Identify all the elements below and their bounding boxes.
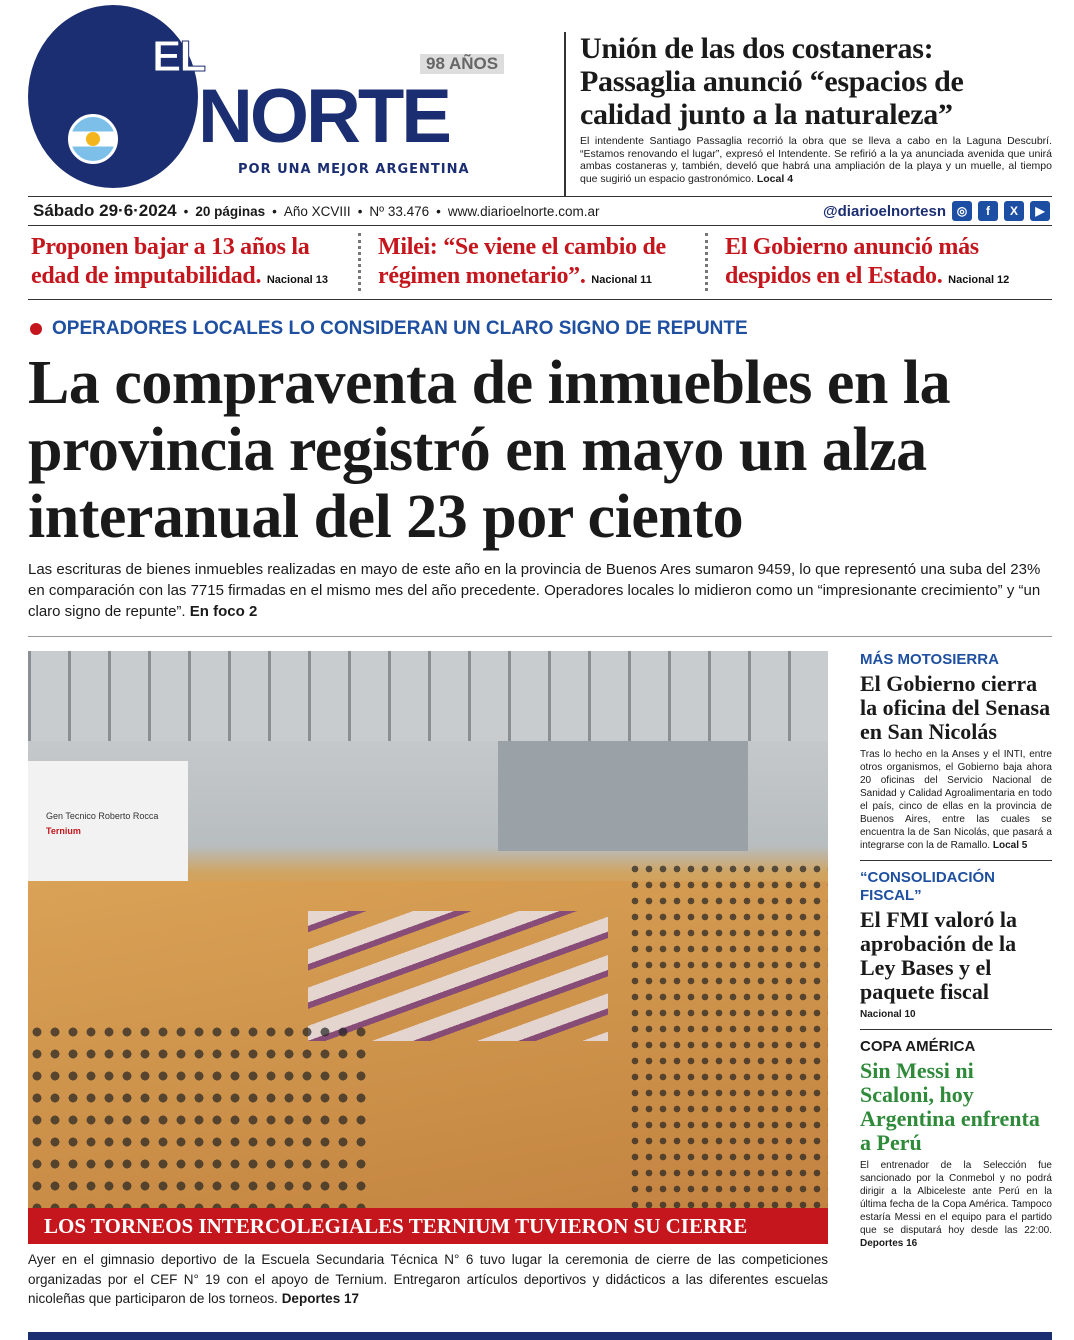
caption-ref: Deportes 17 — [281, 1291, 359, 1306]
gym-photo — [28, 651, 828, 1208]
photo-caption — [28, 1250, 828, 1309]
masthead — [28, 0, 1052, 196]
teaser-text: Milei: “Se viene el cambio de régimen monetario”. — [378, 234, 666, 289]
sidebar-headline: El FMI valoró la aprobación de la Ley Bases y el paquete fiscal — [860, 907, 1018, 1004]
instagram-icon[interactable]: ◎ — [952, 201, 972, 221]
sidebar-body: El entrenador de la Selección fue sancionado por la Conmebol y no podrá dirigir a la Albiceleste ante Perú en la última fecha de la Copa América. Tampoco estaría Messi en el equipo para el partido que se disputará hoy desde las 22:00. — [860, 1160, 1052, 1236]
teaser-ref: Nacional 13 — [266, 274, 328, 286]
x-icon[interactable]: X — [1004, 201, 1024, 221]
photo-caption-title: LOS TORNEOS INTERCOLEGIALES TERNIUM TUVIERON SU CIERRE — [28, 1208, 828, 1244]
bottom-bar — [28, 1332, 1052, 1340]
sidebar — [860, 651, 1052, 1309]
youtube-icon[interactable]: ▶ — [1030, 201, 1050, 221]
date-bar — [28, 197, 1052, 225]
issue-number: Nº 33.476 — [369, 204, 430, 219]
divider — [705, 233, 708, 291]
years-badge: 98 AÑOS — [420, 54, 504, 74]
sidebar-ref: Local 5 — [992, 840, 1028, 851]
logo-norte: NORTE — [198, 74, 449, 159]
kicker-text: OPERADORES LOCALES LO CONSIDERAN UN CLARO SIGNO DE REPUNTE — [52, 318, 748, 339]
facebook-icon[interactable]: f — [978, 201, 998, 221]
divider — [358, 233, 361, 291]
bullet-icon — [30, 323, 42, 335]
crowd-right — [628, 861, 828, 1208]
teaser[interactable] — [375, 233, 705, 291]
sidebar-story[interactable] — [860, 869, 1052, 1021]
top-story-body — [580, 135, 1052, 185]
banner-sign: Gen Tecnico Roberto Rocca — [46, 811, 159, 821]
top-story-headline[interactable]: Unión de las dos costaneras: Passaglia anunció “espacios de calidad junto a la naturaleza” — [580, 32, 964, 131]
top-story[interactable] — [564, 32, 1052, 196]
lead-ref: En foco 2 — [189, 603, 258, 620]
sidebar-ref: Deportes 16 — [860, 1238, 918, 1249]
sidebar-story[interactable] — [860, 1038, 1052, 1250]
website-link[interactable]: www.diarioelnorte.com.ar — [447, 204, 600, 219]
sidebar-kicker: MÁS MOTOSIERRA — [860, 651, 999, 668]
teaser[interactable] — [28, 233, 358, 291]
sidebar-headline: Sin Messi ni Scaloni, hoy Argentina enfrenta a Perú — [860, 1058, 1040, 1155]
lead-headline[interactable]: La compraventa de inmuebles en la provincia registró en mayo un alza interanual del 23 por ciento — [28, 349, 951, 551]
photo-story — [28, 651, 828, 1309]
lead-text: Las escrituras de bienes inmuebles realizadas en mayo de este año en la provincia de Buenos Ares sumaron 9459, lo que representó una suba del 23% en comparación con las 7715 firmadas en el mismo mes del año precedente. Operadores locales lo midieron como un “impresionante crecimiento” y “un claro signo de repunte”. — [28, 561, 1041, 620]
crowd-left — [28, 1021, 368, 1208]
sidebar-ref: Nacional 10 — [860, 1009, 916, 1020]
divider — [860, 860, 1052, 861]
teaser-ref: Nacional 11 — [591, 274, 652, 286]
bleachers — [498, 741, 748, 851]
teaser-text: El Gobierno anunció más despidos en el Estado. — [725, 234, 979, 289]
sidebar-headline: El Gobierno cierra la oficina del Senasa en San Nicolás — [860, 671, 1051, 744]
caption-text: Ayer en el gimnasio deportivo de la Escuela Secundaria Técnica N° 6 tuvo lugar la ceremonia de cierre de las competiciones organizadas por el CEF N° 19 con el apoyo de Ternium. Entregaron artículos deportivos y didácticos a las diferentes escuelas nicoleñas que participaron de los torneos. — [28, 1252, 828, 1306]
year: Año XCVIII — [283, 204, 351, 219]
divider — [28, 636, 1052, 637]
social-links — [823, 201, 1050, 221]
logo-el: EL — [152, 32, 205, 81]
teaser-text: Proponen bajar a 13 años la edad de imputabilidad. — [31, 234, 310, 289]
top-story-ref: Local 4 — [756, 172, 794, 185]
sidebar-body: Tras lo hecho en la Anses y el INTI, entre otros organismos, el Gobierno baja ahora 20 oficinas del Servicio Nacional de Sanidad y Calidad Agroalimentaria en todo el país, cinco de ellas en la provincia de Buenos Aires, entre las cuales se encuentra la de San Nicolás, que pasará a integrarse con la de Ramallo. — [860, 749, 1052, 851]
roof — [28, 651, 828, 741]
date: Sábado 29·6·2024 — [33, 201, 177, 220]
page-count: 20 páginas — [195, 204, 266, 219]
lead-kicker — [28, 318, 1052, 340]
social-handle[interactable]: @diarioelnortesn — [823, 202, 946, 220]
sidebar-kicker: COPA AMÉRICA — [860, 1038, 976, 1055]
sidebar-story[interactable] — [860, 651, 1052, 852]
issue-info: Sábado 29·6·2024 • 20 páginas • Año XCVIII • Nº 33.476 • www.diarioelnorte.com.ar — [33, 201, 600, 220]
bottom-section — [28, 651, 1052, 1309]
lead-body — [28, 559, 1052, 622]
wall-banner — [28, 761, 188, 881]
top-story-text: El intendente Santiago Passaglia recorrió la obra que se lleva a cabo en la Laguna Descubrí. “Estamos renovando el lugar”, expresó el Intendente. Se refirió a la ya anunciada avenida que unirá ambas costaneras y, también, develó que habrá una ampliación de la playa y un muelle, al tiempo que sugirió un espacio gastronómico. — [580, 135, 1052, 185]
sidebar-kicker: “CONSOLIDACIÓN FISCAL” — [860, 869, 995, 904]
divider — [28, 299, 1052, 300]
front-page — [28, 0, 1052, 1309]
flag-sun-icon — [68, 114, 118, 164]
logo — [28, 4, 564, 194]
divider — [860, 1029, 1052, 1030]
teasers — [28, 226, 1052, 299]
teaser[interactable] — [722, 233, 1052, 291]
teaser-ref: Nacional 12 — [948, 274, 1010, 286]
brand-sign: Ternium — [46, 826, 81, 836]
slogan: POR UNA MEJOR ARGENTINA — [238, 162, 470, 177]
